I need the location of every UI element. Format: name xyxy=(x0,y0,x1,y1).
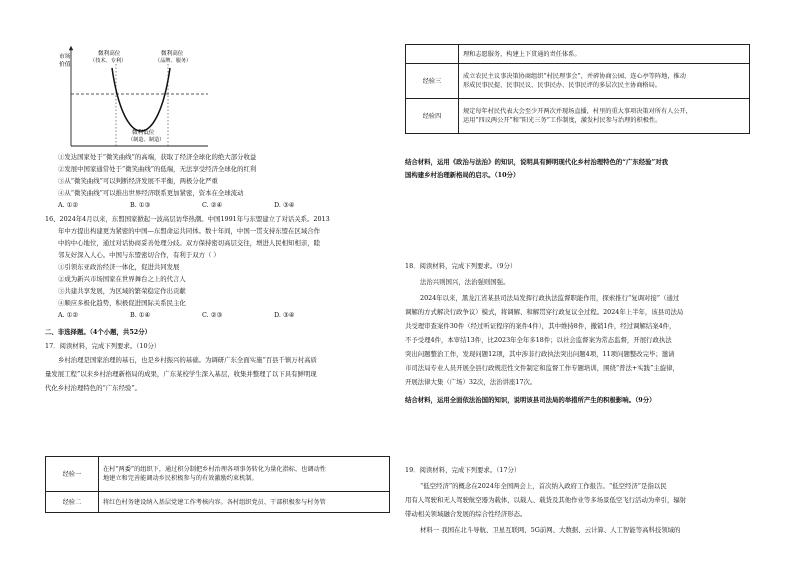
q15-choice-a: A. ①② xyxy=(58,201,79,209)
table-label-4: 经验四 xyxy=(406,99,459,134)
left-high-sub: （技术、专利） xyxy=(90,58,127,64)
table-cell-3-line-2: 形成民事民提、民事民议、民事民办、民事民评的多层次民主协商格局。 xyxy=(463,82,661,89)
q18-para-line-6: 市司法局专业人员开展全县行政规范性文件制定和监督工作专题培训，围绕“普法+实践”主旋律， xyxy=(405,364,679,372)
q19-para-line-2: 用有人驾驶和无人驾驶航空器为载体，以载人、载货及其他作业等多场景低空飞行活动为牵引，辐射 xyxy=(405,496,687,504)
q18-task: 结合材料，运用全面依法治国的知识，说明该县司法局的举措所产生的积极影响。（9分） xyxy=(405,396,656,404)
table-cell-1-line-1: 在村“两委”的组织下，通过积分制把乡村治理各项事务转化为量化指标，也调动性 xyxy=(103,466,326,473)
q17-para-line-3: 代化乡村治理特色的“广东经验”。 xyxy=(45,384,142,392)
q17-experience-table-left xyxy=(45,456,390,513)
table-cell-4 xyxy=(459,99,750,134)
q15-option-1: ①发达国家处于“微笑曲线”的高端，获取了经济全球化的绝大部分收益 xyxy=(58,153,257,161)
table-label-2b xyxy=(406,45,459,64)
q16-option-3: ③共建共享发展，为区域的繁荣稳定作出贡献 xyxy=(58,287,186,295)
q19-para-line-3: 带动相关领域融合发展的综合性经济形态。 xyxy=(405,510,527,518)
q16-option-4: ④顺应多极化趋势，积极促进国际关系民主化 xyxy=(58,299,186,307)
table-cell-2 xyxy=(99,492,390,513)
q15-choice-d: D. ③④ xyxy=(274,201,295,209)
right-high-label: 微利高位 xyxy=(161,51,184,57)
q15-choice-b: B. ①③ xyxy=(130,201,151,209)
q17-para-line-1: 乡村治理是国家治理的基石，也是乡村振兴的基础。为调研广东全面实施“百县千镇万村高质 xyxy=(58,356,317,364)
q19-heading: 19．阅读材料，完成下列要求。（17分） xyxy=(405,466,521,474)
q15-option-4: ④从“微笑曲线”可以推出世界经济联系更加紧密，资本在全球流动 xyxy=(58,189,244,197)
q17-experience-table-right xyxy=(405,44,750,134)
q16-option-1: ①引领东亚政治经济一体化，促进共同发展 xyxy=(58,263,180,271)
table-row xyxy=(46,457,390,492)
q16-option-2: ②成为新兴市场国家在世界舞台之上的代言人 xyxy=(58,275,186,283)
table-label-3: 经验三 xyxy=(406,64,459,99)
section-heading: 二、非选择题。（4个小题，共52分） xyxy=(45,328,151,336)
q17-para-line-2: 量发展工程”以来乡村治理新格局的成果，广东某校学生深入基层，收集并整理了以下具有鲜明现 xyxy=(45,370,317,378)
q16-choice-d: D. ③④ xyxy=(274,311,295,319)
q16-choice-a: A. ①② xyxy=(58,311,79,319)
smile-curve xyxy=(112,68,170,131)
q18-heading: 18．阅读材料，完成下列要求。（9分） xyxy=(405,262,517,270)
table-label-1: 经验一 xyxy=(46,457,99,492)
q18-para-line-3: 共受理审查案件30件（经过听证程序的案件4件），其中维持8件，撤销1件，经过调解结案4件， xyxy=(405,322,676,330)
q18-para-line-7: 开展法律大集（广场）32次，法治讲座17次。 xyxy=(405,378,537,386)
table-row xyxy=(406,99,750,134)
q18-para-line-2: 调解的方式解决行政争议）模式，将调解、和解贯穿行政复议全过程。2024年上半年，该县司法局 xyxy=(405,308,684,316)
table-cell-1-line-2: 地建立和完善能调动乡民积极参与的有效激励约束机制。 xyxy=(103,475,258,482)
q18-subtitle: 法治兴则国兴，法治强则国强。 xyxy=(420,278,510,286)
left-high-label: 微利高位 xyxy=(98,51,121,57)
q19-para-line-1: “低空经济”的概念在2024年全国两会上，首次纳入政府工作报告。“低空经济”是指以民 xyxy=(420,482,667,490)
table-cell-1 xyxy=(99,457,390,492)
table-cell-4-line-1: 规定每年村民代表大会至少开两次并现场直播，村里的重大事项决策对所有人公开， xyxy=(463,108,692,115)
q16-choice-c: C. ②③ xyxy=(202,311,223,319)
smile-curve-chart xyxy=(58,44,218,156)
q17-heading: 17．阅读材料，完成下列要求。（10分） xyxy=(45,342,161,350)
table-label-2: 经验二 xyxy=(46,492,99,513)
table-row xyxy=(406,45,750,64)
right-high-sub: （品牌、服务） xyxy=(155,58,192,64)
q16-choice-b: B. ①④ xyxy=(130,311,151,319)
y-label-2: 价值 xyxy=(59,62,71,68)
q15-option-2: ②发展中国家通常处于“微笑曲线”的低端，无法享受经济全球化的红利 xyxy=(58,165,257,173)
q15-choice-c: C. ②④ xyxy=(202,201,223,209)
q17-task-line-2: 国构建乡村治理新格局的启示。（10分） xyxy=(405,171,520,179)
table-cell-2b-line-1: 理和志愿服务，构建上下贯通的责任体系。 xyxy=(463,50,581,58)
table-cell-2-line-1: 将红色村务建设纳入基层党建工作考核内容。各村组织党员、干部积极参与村务管 xyxy=(103,498,326,506)
q18-para-line-4: 不予受理4件，本审结13件，比2023年全年多18件；以社会监督案为常态监督，开展行政执法 xyxy=(405,336,672,344)
q16-stem-line-4: 邻友好深入人心。中国与东盟密切合作，有利于双方（ ） xyxy=(58,251,220,259)
q16-stem-line-3: 中的中心地位，通过对话协商妥善处理分歧。双方保持密切高层交往，增进人民相知相亲，睦 xyxy=(58,239,321,247)
q15-option-3: ③从“微笑曲线”可以判断经济发展不平衡，两极分化严重 xyxy=(58,177,218,185)
table-row xyxy=(46,492,390,513)
low-label: 微利低位 xyxy=(132,130,155,136)
q18-para-line-1: 2024年以来，黑龙江省某县司法局发挥行政执法监督职能作用，探索推行“复调对接”（通过 xyxy=(420,294,680,302)
q16-stem-line-1: 16、2024年4月以来，东盟国家掀起一波高层访华热潮。中国1991年与东盟建立了对话关系。2013 xyxy=(45,215,330,223)
table-cell-4-line-2: 运用“四议两公开”和“阳光三务”工作制度，激发村民参与治理的积极性。 xyxy=(463,117,662,124)
q18-para-line-5: 突出问题整治工作，发现问题12项，其中涉非行政执法突出问题4项，11项问题整改完毕；邀请 xyxy=(405,350,675,358)
y-label-1: 市场 xyxy=(59,54,71,60)
table-cell-3-line-1: 成立农民主议事决策协商组织“村民理事会”，并碎协商公园、连心亭等阵地，推动 xyxy=(463,73,686,80)
q19-para-line-4: 材料一 我国在北斗导航、卫星互联网、5G前网、大数据、云计算、人工智能等高科技领域的 xyxy=(420,526,681,534)
q16-stem-line-2: 年中方提出构建更为紧密的中国—东盟命运共同体。数十年间，中国一贯支持东盟在区域合作 xyxy=(58,227,321,235)
table-cell-2b xyxy=(459,45,750,64)
table-cell-3 xyxy=(459,64,750,99)
q17-task-line-1: 结合材料，运用《政治与法治》的知识，说明具有鲜明现代化乡村治理特色的“广东经验”对我 xyxy=(405,158,668,166)
low-sub: （制造、制造） xyxy=(128,137,165,143)
table-row xyxy=(406,64,750,99)
